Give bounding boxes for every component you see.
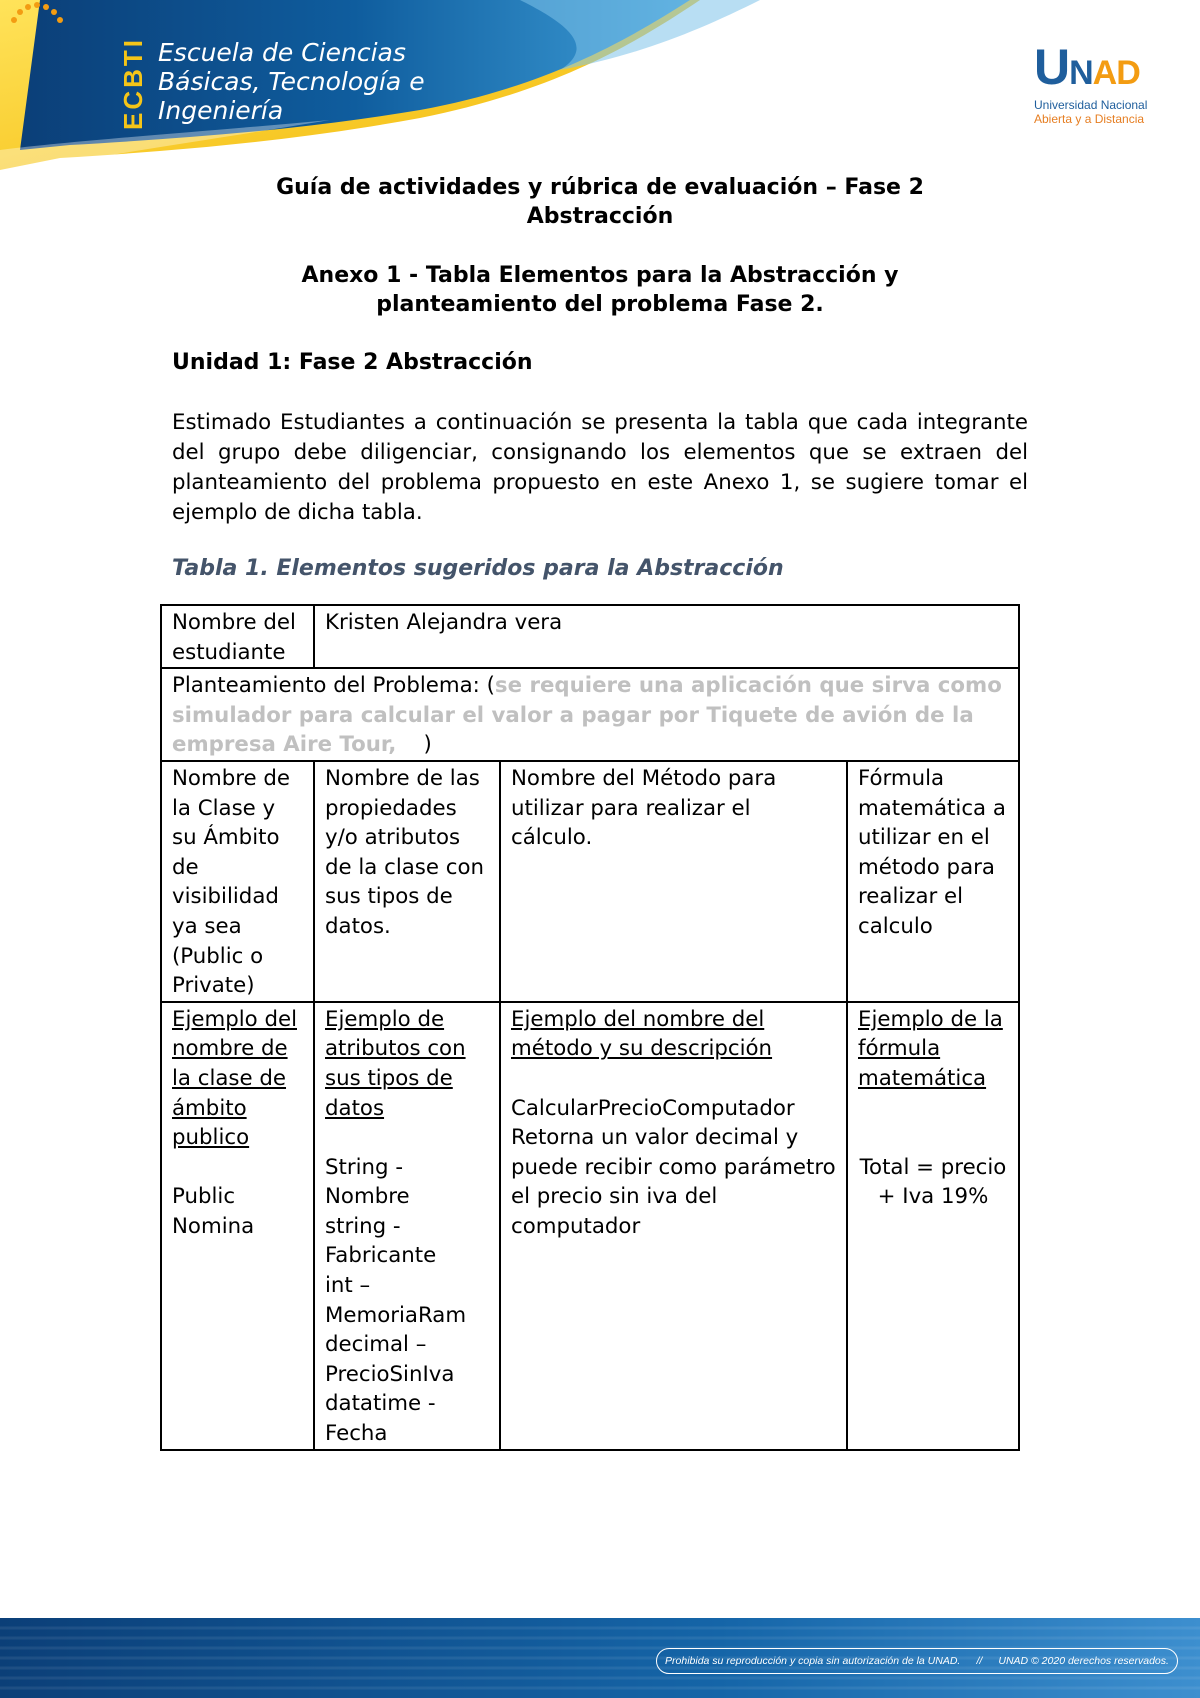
unit-heading: Unidad 1: Fase 2 Abstracción (172, 350, 533, 375)
header-row (161, 761, 1019, 1002)
table-caption: Tabla 1. Elementos sugeridos para la Abstracción (172, 556, 784, 581)
header-formula-cell: Fórmula matemática a utilizar en el método para realizar el calculo (847, 761, 1019, 1002)
footer-right-text: UNAD © 2020 derechos reservados. (998, 1655, 1169, 1667)
example-class-visibility: Public (172, 1184, 236, 1210)
intro-paragraph: Estimado Estudiantes a continuación se presenta la tabla que cada integrante del grupo debe diligenciar, consignando los elementos que se extraen del planteamiento del problema propuesto en este Anexo 1, se sugiere tomar el ejemplo de dicha tabla. (172, 410, 1028, 525)
example-method-title: Ejemplo del nombre del método y su descripción (511, 1006, 773, 1062)
example-formula-value: Total = precio + Iva 19% (859, 1154, 1007, 1210)
school-line-3: Ingeniería (158, 96, 284, 125)
footer-copyright-pill (656, 1648, 1178, 1674)
attribute-line: Nombre (325, 1184, 410, 1210)
attribute-line: Fecha (325, 1421, 388, 1447)
unad-logo-wordmark: UNAD (1034, 39, 1140, 95)
abstraction-table (160, 604, 1020, 1451)
annex-line-2: planteamiento del problema Fase 2. (376, 292, 824, 317)
example-class-name: Nomina (172, 1213, 255, 1239)
example-formula-title: Ejemplo de la fórmula matemática (858, 1006, 1003, 1091)
student-label-cell: Nombre del estudiante (161, 605, 314, 668)
footer-divider: // (976, 1655, 983, 1667)
student-name-cell: Kristen Alejandra vera (314, 605, 1019, 668)
problem-close: ) (396, 732, 432, 758)
example-attributes-title: Ejemplo de atributos con sus tipos de datos (325, 1006, 466, 1121)
example-attributes-cell (314, 1002, 500, 1450)
ecbti-vertical-label: ECBTI (117, 36, 148, 130)
attribute-line: string - (325, 1213, 401, 1239)
attribute-line: decimal – (325, 1332, 427, 1358)
annex-line-1: Anexo 1 - Tabla Elementos para la Abstracción y (301, 263, 899, 288)
attribute-line: datatime - (325, 1391, 436, 1417)
attribute-line: int – (325, 1273, 371, 1299)
header-class-cell: Nombre de la Clase y su Ámbito de visibilidad ya sea (Public o Private) (161, 761, 314, 1002)
problem-row (161, 668, 1019, 761)
example-method-name: CalcularPrecioComputador (511, 1095, 795, 1121)
example-formula-cell (847, 1002, 1019, 1450)
school-line-1: Escuela de Ciencias (158, 38, 406, 67)
problem-label: Planteamiento del Problema: ( (172, 673, 495, 699)
title-line-1: Guía de actividades y rúbrica de evaluación – Fase 2 (276, 175, 924, 200)
example-class-cell (161, 1002, 314, 1450)
attribute-line: PrecioSinIva (325, 1361, 455, 1387)
example-class-title: Ejemplo del nombre de la clase de ámbito publico (172, 1006, 297, 1151)
unad-logo-subtitle-1: Universidad Nacional (1034, 98, 1148, 112)
unad-logo-dots-icon (0, 0, 130, 100)
page-header (0, 0, 1200, 190)
attribute-line: Fabricante (325, 1243, 437, 1269)
header-attributes-cell: Nombre de las propiedades y/o atributos de la clase con sus tipos de datos. (314, 761, 500, 1002)
example-row (161, 1002, 1019, 1450)
page-footer (0, 1618, 1200, 1698)
attribute-line: String - (325, 1154, 404, 1180)
footer-left-text: Prohibida su reproducción y copia sin autorización de la UNAD. (665, 1655, 961, 1667)
problem-text: se requiere una aplicación que sirva como simulador para calcular el valor a pagar por Tiquete de avión de la empresa Aire Tour, (172, 673, 1002, 758)
problem-statement-cell (161, 668, 1019, 761)
attribute-line: MemoriaRam (325, 1302, 467, 1328)
example-method-description: Retorna un valor decimal y puede recibir como parámetro el precio sin iva del computador (511, 1125, 836, 1239)
school-name (158, 38, 425, 125)
header-method-cell: Nombre del Método para utilizar para realizar el cálculo. (500, 761, 847, 1002)
student-row (161, 605, 1019, 668)
document-title (160, 173, 1040, 231)
annex-title (160, 261, 1040, 319)
title-line-2: Abstracción (526, 204, 674, 229)
example-method-cell (500, 1002, 847, 1450)
unad-logo-subtitle-2: Abierta y a Distancia (1034, 112, 1145, 126)
school-line-2: Básicas, Tecnología e (158, 67, 425, 96)
